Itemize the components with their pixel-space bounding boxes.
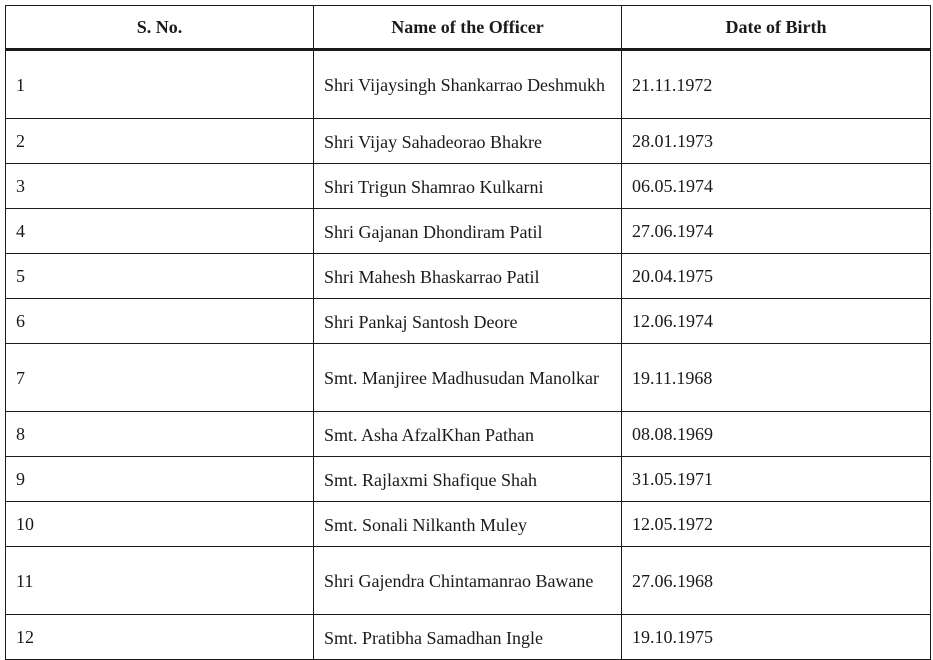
cell-date-of-birth: 19.10.1975: [622, 615, 931, 660]
cell-date-of-birth: 06.05.1974: [622, 164, 931, 209]
cell-date-of-birth: 28.01.1973: [622, 119, 931, 164]
cell-date-of-birth: 21.11.1972: [622, 50, 931, 119]
cell-sno: 4: [6, 209, 314, 254]
table-row: [6, 119, 931, 164]
header-officer-name: Name of the Officer: [314, 6, 622, 50]
cell-date-of-birth: 20.04.1975: [622, 254, 931, 299]
table-row: [6, 412, 931, 457]
cell-officer-name: Shri Gajendra Chintamanrao Bawane: [314, 547, 622, 615]
table-row: [6, 209, 931, 254]
cell-date-of-birth: 12.06.1974: [622, 299, 931, 344]
table-row: [6, 299, 931, 344]
cell-officer-name: Smt. Sonali Nilkanth Muley: [314, 502, 622, 547]
table-row: [6, 547, 931, 615]
cell-officer-name: Shri Vijay Sahadeorao Bhakre: [314, 119, 622, 164]
cell-officer-name: Shri Trigun Shamrao Kulkarni: [314, 164, 622, 209]
table-row: [6, 502, 931, 547]
cell-sno: 8: [6, 412, 314, 457]
cell-date-of-birth: 27.06.1968: [622, 547, 931, 615]
cell-sno: 11: [6, 547, 314, 615]
cell-officer-name: Smt. Rajlaxmi Shafique Shah: [314, 457, 622, 502]
cell-officer-name: Shri Mahesh Bhaskarrao Patil: [314, 254, 622, 299]
officers-table: [5, 5, 931, 660]
cell-officer-name: Smt. Manjiree Madhusudan Manolkar: [314, 344, 622, 412]
table-row: [6, 344, 931, 412]
table-row: [6, 615, 931, 660]
cell-sno: 5: [6, 254, 314, 299]
cell-sno: 3: [6, 164, 314, 209]
cell-officer-name: Shri Vijaysingh Shankarrao Deshmukh: [314, 50, 622, 119]
cell-date-of-birth: 27.06.1974: [622, 209, 931, 254]
header-sno: S. No.: [6, 6, 314, 50]
cell-date-of-birth: 08.08.1969: [622, 412, 931, 457]
cell-officer-name: Smt. Asha AfzalKhan Pathan: [314, 412, 622, 457]
cell-officer-name: Shri Pankaj Santosh Deore: [314, 299, 622, 344]
cell-officer-name: Shri Gajanan Dhondiram Patil: [314, 209, 622, 254]
cell-date-of-birth: 31.05.1971: [622, 457, 931, 502]
table-row: [6, 254, 931, 299]
cell-date-of-birth: 12.05.1972: [622, 502, 931, 547]
table-row: [6, 50, 931, 119]
cell-sno: 9: [6, 457, 314, 502]
cell-sno: 10: [6, 502, 314, 547]
cell-sno: 12: [6, 615, 314, 660]
table-body: [6, 50, 931, 660]
cell-sno: 7: [6, 344, 314, 412]
cell-sno: 6: [6, 299, 314, 344]
table-header-row: [6, 6, 931, 50]
cell-sno: 2: [6, 119, 314, 164]
table-row: [6, 457, 931, 502]
table-row: [6, 164, 931, 209]
cell-officer-name: Smt. Pratibha Samadhan Ingle: [314, 615, 622, 660]
header-date-of-birth: Date of Birth: [622, 6, 931, 50]
cell-date-of-birth: 19.11.1968: [622, 344, 931, 412]
cell-sno: 1: [6, 50, 314, 119]
